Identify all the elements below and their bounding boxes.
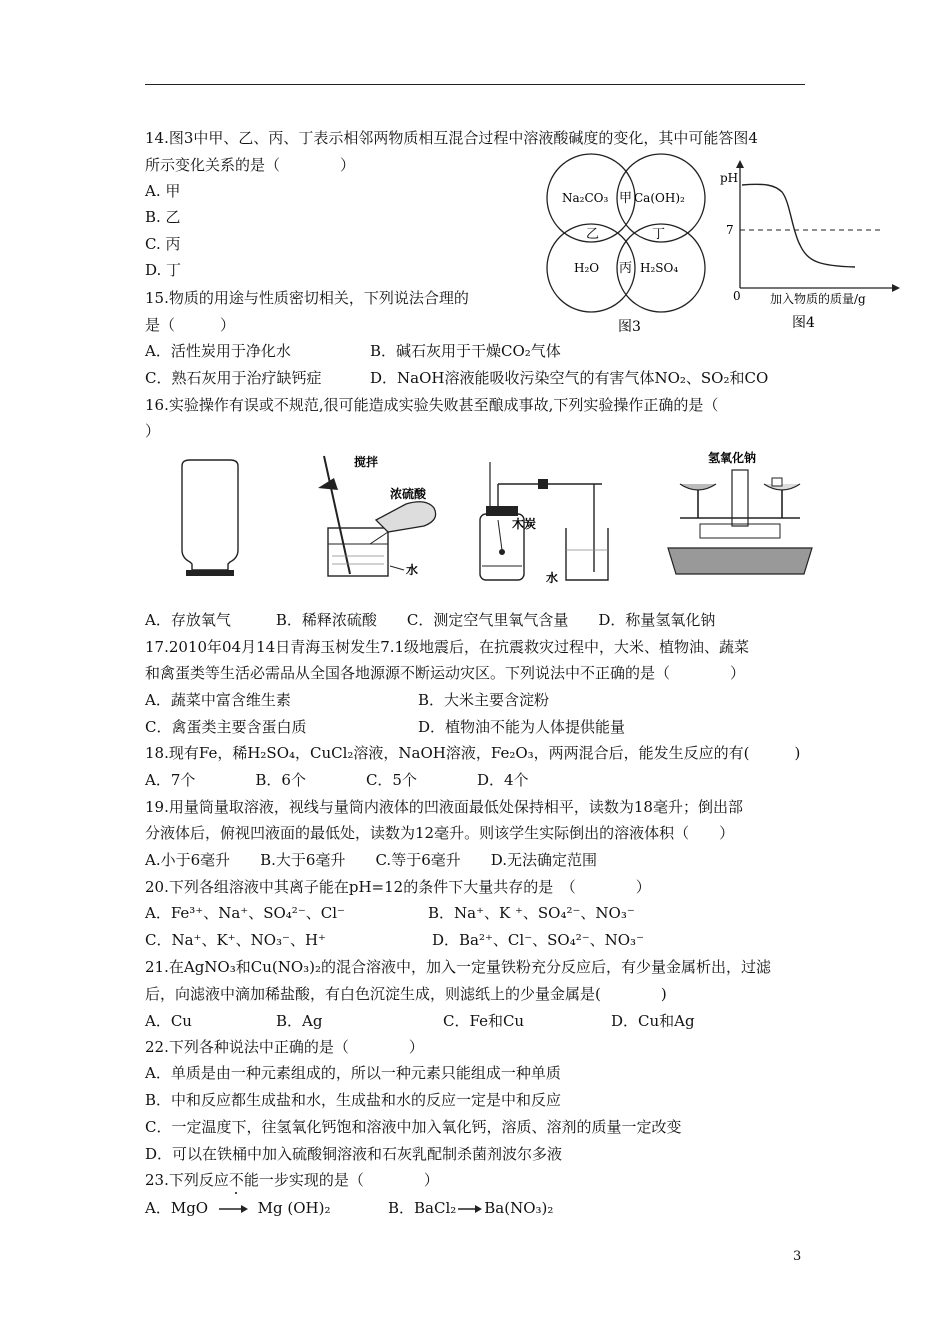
label-h2so4: H₂SO₄ <box>640 261 679 275</box>
q23-a-from: A．MgO <box>145 1199 209 1217</box>
q15-option-a: A．活性炭用于净化水 <box>145 342 291 360</box>
q21-option-d: D．Cu和Ag <box>611 1012 695 1030</box>
label-h2o: H₂O <box>574 261 600 275</box>
q23-stem-post: 能一步实现的是（ ） <box>243 1171 439 1189</box>
q14-stem-line2: 所示变化关系的是（ ） <box>145 156 356 174</box>
q20-option-a: A．Fe³⁺、Na⁺、SO₄²⁻、Cl⁻ <box>145 904 345 922</box>
region-bing: 丙 <box>619 261 633 276</box>
page-number: 3 <box>793 1249 802 1264</box>
q23-b-to: Ba(NO₃)₂ <box>484 1199 554 1217</box>
q20-option-c: C．Na⁺、K⁺、NO₃⁻、H⁺ <box>145 931 326 949</box>
q23-option-b <box>388 1198 553 1218</box>
region-jia: 甲 <box>619 191 633 206</box>
q22-option-c: C．一定温度下，往氢氧化钙饱和溶液中加入氧化钙，溶质、溶剂的质量一定改变 <box>145 1118 682 1136</box>
q22-option-b: B．中和反应都生成盐和水，生成盐和水的反应一定是中和反应 <box>145 1091 562 1109</box>
q18-stem: 18.现有Fe，稀H₂SO₄，CuCl₂溶液，NaOH溶液，Fe₂O₃，两两混合后，能发生反应的有( ) <box>145 744 801 762</box>
label-caoh2: Ca(OH)₂ <box>634 191 685 205</box>
apparatus-balance <box>660 448 820 588</box>
apparatus-oxygen-test <box>462 462 612 587</box>
q17-option-a: A．蔬菜中富含维生素 <box>145 691 291 709</box>
q23-stem <box>145 1170 439 1190</box>
q21-option-a: A．Cu <box>145 1012 192 1030</box>
q14-option-a: A. 甲 <box>145 182 181 200</box>
q15-option-b: B．碱石灰用于干燥CO₂气体 <box>370 342 561 360</box>
q17-option-d: D．植物油不能为人体提供能量 <box>418 718 626 736</box>
q15-option-c: C．熟石灰用于治疗缺钙症 <box>145 369 322 387</box>
q23-b-from: B．BaCl₂ <box>388 1199 457 1217</box>
q16-stem-line1: 16.实验操作有误或不规范,很可能造成实验失败甚至酿成事故,下列实验操作正确的是（ <box>145 396 719 414</box>
q22-stem: 22.下列各种说法中正确的是（ ） <box>145 1038 424 1056</box>
q14-stem-line1: 14.图3中甲、乙、丙、丁表示相邻两物质相互混合过程中溶液酸碱度的变化，其中可能答图4 <box>145 129 758 147</box>
q15-option-d: D．NaOH溶液能吸收污染空气的有害气体NO₂、SO₂和CO <box>370 369 769 387</box>
q21-stem-line1: 21.在AgNO₃和Cu(NO₃)₂的混合溶液中，加入一定量铁粉充分反应后，有少量金属析出，过滤 <box>145 958 772 976</box>
label-conc-acid: 浓硫酸 <box>390 487 427 501</box>
arrow-icon <box>217 1204 249 1214</box>
label-na2co3: Na₂CO₃ <box>562 191 609 205</box>
q16-stem-line2: ） <box>145 422 161 440</box>
label-stir: 搅拌 <box>354 455 379 469</box>
q15-stem-line2: 是（ ） <box>145 316 236 334</box>
q17-stem-line1: 17.2010年04月14日青海玉树发生7.1级地震后，在抗震救灾过程中，大米、植物油、蔬菜 <box>145 638 750 656</box>
q15-stem-line1: 15.物质的用途与性质密切相关，下列说法合理的 <box>145 289 469 307</box>
header-rule <box>145 84 805 85</box>
fig4-xlabel: 加入物质的质量/g <box>770 292 866 306</box>
label-water-2: 水 <box>546 571 559 585</box>
q21-option-b: B．Ag <box>276 1012 323 1030</box>
q22-option-d: D．可以在铁桶中加入硫酸铜溶液和石灰乳配制杀菌剂波尔多液 <box>145 1145 563 1163</box>
q23-a-to: Mg (OH)₂ <box>257 1199 331 1217</box>
label-charcoal: 木炭 <box>512 517 537 531</box>
q22-option-a: A．单质是由一种元素组成的，所以一种元素只能组成一种单质 <box>145 1064 561 1082</box>
q20-option-d: D．Ba²⁺、Cl⁻、SO₄²⁻、NO₃⁻ <box>432 931 644 949</box>
q23-stem-emphasis: 不 <box>228 1171 244 1189</box>
fig4-caption: 图4 <box>792 315 815 331</box>
label-water-1: 水 <box>406 563 419 577</box>
apparatus-dilute-acid <box>306 448 456 588</box>
region-yi: 乙 <box>586 227 600 242</box>
q17-stem-line2: 和禽蛋类等生活必需品从全国各地源源不断运动灾区。下列说法中不正确的是（ ） <box>145 664 746 682</box>
q18-options: A．7个 B．6个 C．5个 D．4个 <box>145 771 529 789</box>
q16-options: A．存放氧气 B．稀释浓硫酸 C．测定空气里氧气含量 D．称量氢氧化钠 <box>145 611 716 629</box>
q20-option-b: B．Na⁺、K ⁺、SO₄²⁻、NO₃⁻ <box>428 904 635 922</box>
ph-curve <box>742 184 855 267</box>
q23-option-a <box>145 1198 330 1218</box>
q19-options: A.小于6毫升 B.大于6毫升 C.等于6毫升 D.无法确定范围 <box>145 851 597 869</box>
label-naoh: 氢氧化钠 <box>708 451 757 465</box>
figure-3-venn <box>546 150 706 335</box>
q20-stem: 20.下列各组溶液中其离子能在pH=12的条件下大量共存的是 （ ） <box>145 878 651 896</box>
apparatus-gas-bottle <box>172 458 252 583</box>
q17-option-b: B．大米主要含淀粉 <box>418 691 550 709</box>
fig4-ylabel: pH <box>720 171 739 185</box>
q23-stem-pre: 23.下列反应 <box>145 1171 229 1189</box>
q19-stem-line1: 19.用量筒量取溶液，视线与量筒内液体的凹液面最低处保持相平，读数为18毫升；倒出部 <box>145 798 743 816</box>
arrow-icon <box>457 1204 483 1214</box>
fig4-ref-7: 7 <box>726 223 734 237</box>
region-ding: 丁 <box>652 227 666 242</box>
fig3-caption: 图3 <box>618 319 641 335</box>
q21-option-c: C．Fe和Cu <box>443 1012 525 1030</box>
q14-option-d: D. 丁 <box>145 261 182 279</box>
figure-4-ph-curve <box>720 160 900 335</box>
q14-option-c: C. 丙 <box>145 235 181 253</box>
q19-stem-line2: 分液体后，俯视凹液面的最低处，读数为12毫升。则该学生实际倒出的溶液体积（ ） <box>145 824 735 842</box>
fig4-origin: 0 <box>733 289 741 303</box>
q21-stem-line2: 后，向滤液中滴加稀盐酸，有白色沉淀生成，则滤纸上的少量金属是( ) <box>145 985 667 1003</box>
q17-option-c: C．禽蛋类主要含蛋白质 <box>145 718 307 736</box>
q14-option-b: B. 乙 <box>145 208 181 226</box>
